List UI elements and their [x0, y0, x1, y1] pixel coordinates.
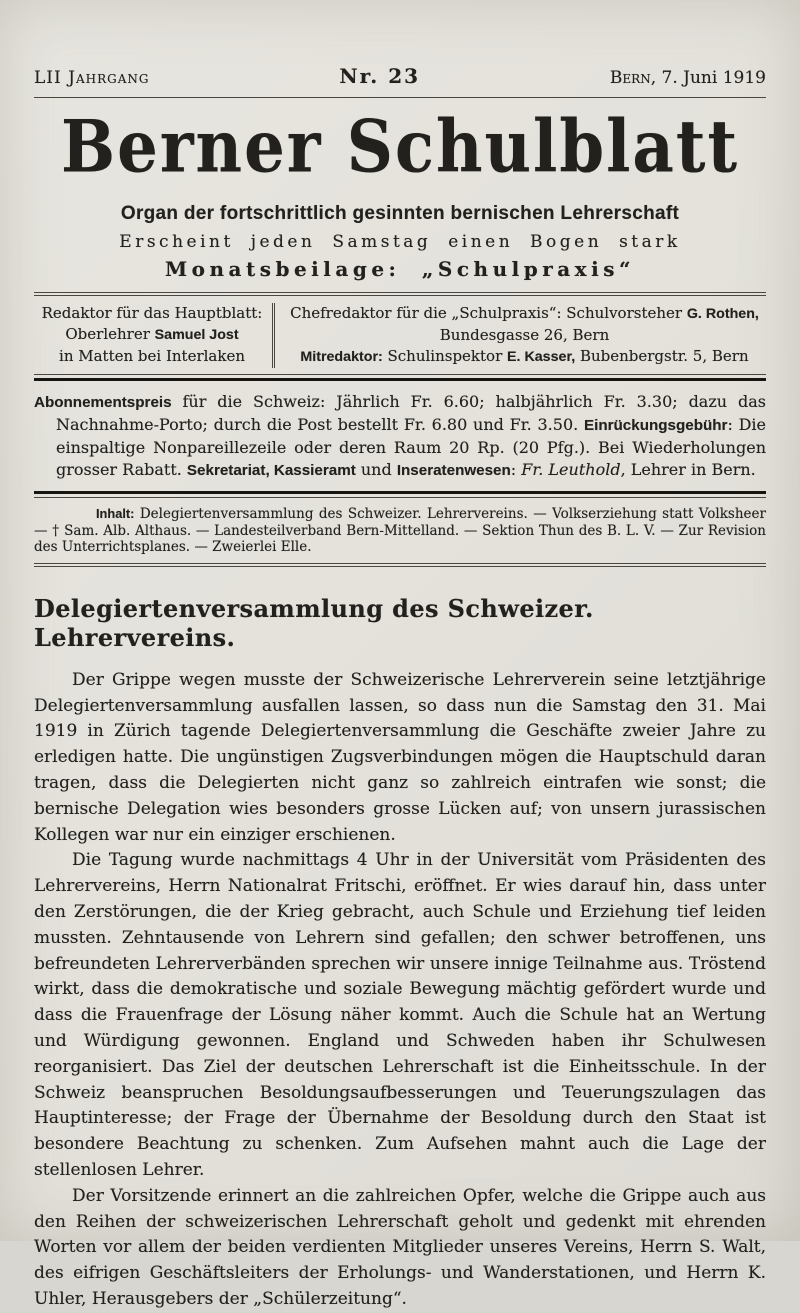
editor-left-role: Redaktor für das Hauptblatt: — [41, 304, 263, 323]
editors-rule — [34, 374, 766, 381]
article-paragraph-3: Der Vorsitzende erinnert an die zahlreichen Opfer, welche die Grippe auch aus den Reihen der schweizerischen Lehrerschaft geholt und gedenkt mit ehrenden Worten vor allem der beiden verdienten Mitglieder unseres Vereins, Herrn S. Walt, des eifrigen Geschäftsleiters der Erholungs- und Wanderstationen, und Herrn K. Uhler, Herausgebers der „Schülerzeitung“. — [34, 1185, 766, 1309]
subscription-price-label: Abonnementspreis — [34, 394, 172, 412]
editor-schulpraxis — [277, 303, 766, 368]
place-date — [610, 68, 766, 88]
header-rule — [34, 97, 766, 98]
issue-number: Nr. 23 — [339, 64, 421, 88]
editor-right-address: Bundesgasse 26, Bern — [439, 326, 610, 345]
editor-left-address: in Matten bei Interlaken — [59, 347, 245, 366]
supplement-subtitle — [34, 257, 766, 281]
editor-right-name: G. Rothen, — [686, 306, 759, 323]
article-title: Delegiertenversammlung des Schweizer. Lehrervereins. — [34, 593, 594, 652]
treasurer-name: Fr. Leuthold — [521, 460, 621, 480]
editor-hauptblatt — [34, 303, 270, 368]
contents-rule — [34, 563, 766, 567]
article-body — [34, 668, 766, 1313]
editor-right-role-line: Chefredaktor für die „Schulpraxis“: Schulvorsteher G. Rothen, — [290, 304, 759, 323]
date-label: 7. Juni 1919 — [656, 68, 766, 88]
subscription-rule — [34, 491, 766, 498]
advertising-label: Inseratenwesen — [396, 462, 511, 480]
column-divider — [272, 303, 275, 368]
editor-left-name: Samuel Jost — [154, 327, 239, 344]
supplement-name: „Schulpraxis“ — [400, 257, 635, 282]
co-editor-label: Mitredaktor: — [300, 349, 383, 366]
secretariat-label: Sekretariat, Kassieramt — [186, 462, 356, 480]
co-editor-name: E. Kasser, — [507, 349, 576, 366]
masthead-title: Berner Schulblatt — [61, 105, 739, 190]
article-paragraph-2: Die Tagung wurde nachmittags 4 Uhr in der Universität vom Präsidenten des Lehrervereins, Herrn Nationalrat Fritschi, eröffnet. Er wies darauf hin, dass unter den Zerstörungen, die der Krieg gebracht, auch Schule und Erziehung tief leiden mussten. Zehntausende von Lehrern sind gefallen; den schwer betroffenen, uns befreundeten Lehrerverbänden sprechen wir unsere innige Teilnahme aus. Tröstend wirkt, dass die demokratische und soziale Bewegung mächtig gefördert wurde und dass die Frauenfrage der Lösung näher kommt. Auch die Schule hat an Wertung und Würdigung gewonnen. England und Schweden haben ihr Schulwesen reorganisiert. Das Ziel der deutschen Lehrerschaft ist die Einheitsschule. In der Schweiz beanspruchen Besoldungsaufbesserungen und Teuerungszulagen das Hauptinteresse; der Frage der Übernahme der Besoldung durch den Staat ist besondere Beachtung zu schenken. Zum Aufsehen mahnt auch die Lage der stellenlosen Lehrer. — [34, 850, 766, 1180]
volume-label: LII Jahrgang — [34, 68, 150, 88]
editors-block — [34, 296, 766, 374]
frequency-subtitle: Erscheint jeden Samstag einen Bogen stark — [119, 232, 681, 253]
supplement-label: Monatsbeilage: — [165, 257, 401, 282]
subscription-notice: Abonnementspreis für die Schweiz: Jährlich Fr. 6.60; halbjährlich Fr. 3.30; dazu das Nachnahme-Porto; durch die Post bestellt Fr. 6.80 und Fr. 3.50. Einrückungsgebühr: Die einspaltige Nonpareillezeile oder deren Raum 20 Rp. (20 Pfg.). Bei Wiederholungen grosser Rabatt. Sekretariat, Kassieramt und Inseratenwesen: Fr. Leuthold, Lehrer in Bern. — [34, 392, 767, 480]
issue-header — [34, 64, 766, 88]
contents-summary — [34, 498, 766, 563]
insertion-fee-label: Einrückungsgebühr — [583, 417, 728, 435]
contents-label: Inhalt: — [96, 506, 135, 522]
contents-list: Delegiertenversammlung des Schweizer. Lehrervereins. — Volkserziehung statt Volksheer — † Sam. Alb. Althaus. — Landesteilverband Bern-Mittelland. — Sektion Thun des B. L. V. — Zur Revision des Unterrichtsplanes. — Zweierlei Elle. — [34, 506, 766, 556]
organ-subtitle: Organ der fortschrittlich gesinnten bernischen Lehrerschaft — [120, 203, 680, 225]
editor-left-name-line: Oberlehrer Samuel Jost — [65, 325, 239, 344]
article-paragraph-1: Der Grippe wegen musste der Schweizerische Lehrerverein seine letztjährige Delegiertenversammlung ausfallen lassen, so dass nun die Samstag den 31. Mai 1919 in Zürich tagende Delegiertenversammlung die Geschäfte zweier Jahre zu erledigen hatte. Die ungünstigen Zugsverbindungen mögen die Hauptschuld daran tragen, dass die Delegierten nicht ganz so zahlreich eintrafen wie sonst; die bernische Delegation wies besonders grosse Lücken auf; von unsern jurassischen Kollegen war nur ein einziger erschienen. — [34, 669, 766, 845]
place-label: Bern, — [609, 68, 657, 88]
co-editor-line: Mitredaktor: Schulinspektor E. Kasser, Bubenbergstr. 5, Bern — [300, 347, 749, 366]
